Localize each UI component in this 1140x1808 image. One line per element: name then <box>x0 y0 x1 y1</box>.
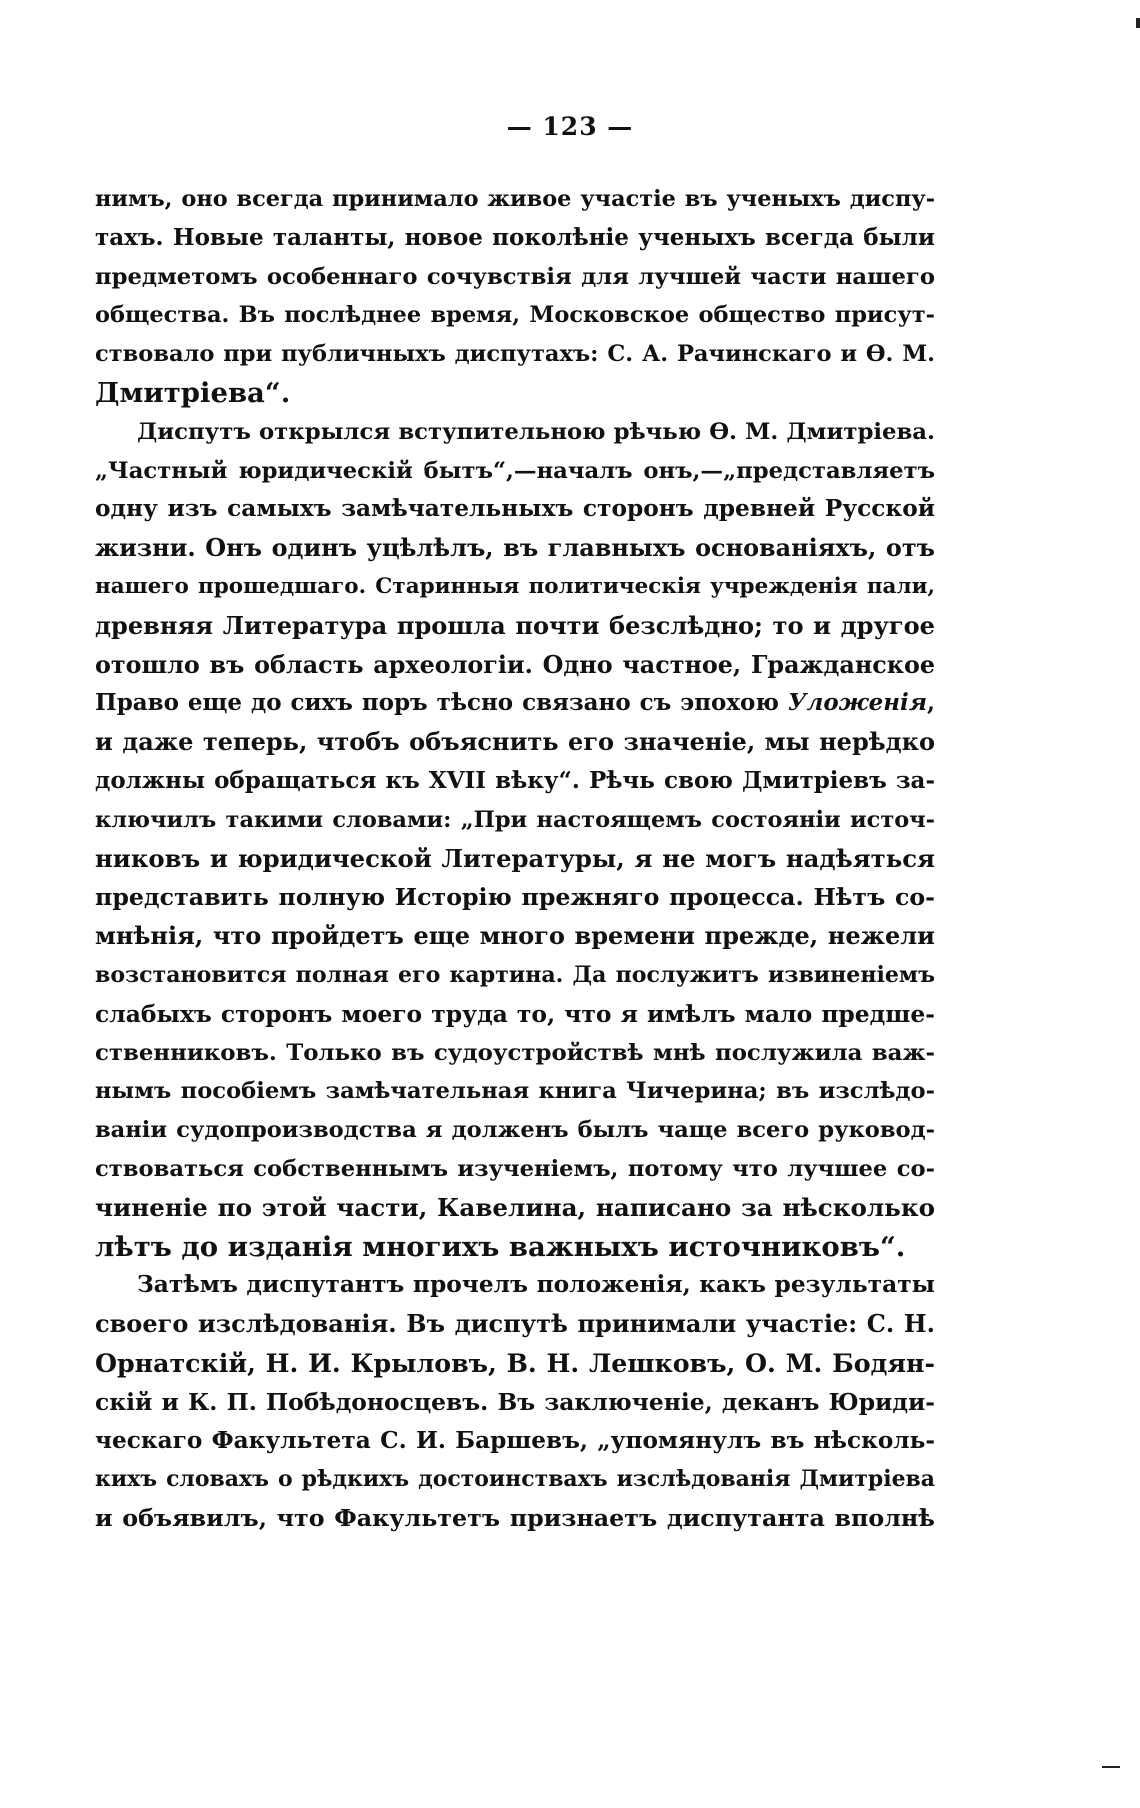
text-line: тахъ. Новые таланты, новое поколѣніе ученыхъ всегда были <box>95 223 935 251</box>
text-line: своего изслѣдованія. Въ диспутѣ принимали участіе: С. Н. <box>95 1309 935 1339</box>
text-line: никовъ и юридической Литературы, я не могъ надѣяться <box>95 843 935 873</box>
text-line: жизни. Онъ одинъ уцѣлѣлъ, въ главныхъ основаніяхъ, отъ <box>95 534 935 563</box>
text-line: Затѣмъ диспутантъ прочелъ положенія, какъ результаты <box>137 1271 935 1299</box>
margin-rule <box>1102 1766 1120 1768</box>
text-line: слабыхъ сторонъ моего труда то, что я имѣлъ мало предше- <box>95 999 935 1028</box>
text-line: Дмитріева“. <box>95 376 291 409</box>
text-line: одну изъ самыхъ замѣчательныхъ сторонъ древней Русской <box>95 495 935 523</box>
text-line: ческаго Факультета С. И. Баршевъ, „упомянулъ въ нѣсколь- <box>95 1426 935 1454</box>
text-line: ствовало при публичныхъ диспутахъ: С. А. Рачинскаго и Ѳ. М. <box>95 341 935 368</box>
text-line: возстановится полная его картина. Да послужитъ извиненіемъ <box>95 961 935 988</box>
text-line: и объявилъ, что Факультетъ признаетъ диспутанта вполнѣ <box>95 1504 935 1533</box>
text-line: общества. Въ послѣднее время, Московское общество присут- <box>95 302 935 329</box>
edge-mark <box>1136 18 1140 28</box>
italic-title: Уложенія <box>787 689 927 717</box>
text-line: кихъ словахъ о рѣдкихъ достоинствахъ изслѣдованія Дмитріева <box>95 1466 935 1493</box>
text-line: ваніи судопроизводства я долженъ былъ чаще всего руковод- <box>95 1117 935 1144</box>
text-line <box>95 684 935 723</box>
text-line: „Частный юридическій бытъ“,—началъ онъ,—„представляетъ <box>95 457 935 484</box>
text-segment: , <box>927 689 935 717</box>
text-line: должны обращаться къ XVII вѣку“. Рѣчь свою Дмитріевъ за- <box>95 766 935 794</box>
text-line: отошло въ область археологіи. Одно частное, Гражданское <box>95 650 935 679</box>
text-line: нимъ, оно всегда принимало живое участіе въ ученыхъ диспу- <box>95 186 935 212</box>
page-number: — 123 — <box>506 112 634 141</box>
text-line: мнѣнія, что пройдетъ еще много времени прежде, нежели <box>95 921 935 951</box>
body-text <box>95 180 935 1538</box>
text-line: предметомъ особеннаго сочувствія для лучшей части нашего <box>95 263 935 290</box>
text-line: представить полную Исторію прежняго процесса. Нѣтъ со- <box>95 883 935 912</box>
text-line: нымъ пособіемъ замѣчательная книга Чичерина; въ изслѣдо- <box>95 1078 935 1105</box>
text-segment: Право еще до сихъ поръ тѣсно связано съ эпохою <box>95 689 788 717</box>
text-line: скій и К. П. Побѣдоносцевъ. Въ заключеніе, деканъ Юриди- <box>95 1387 935 1416</box>
text-line: лѣтъ до изданія многихъ важныхъ источниковъ“. <box>95 1230 906 1263</box>
text-line: древняя Литература прошла почти безслѣдно; то и другое <box>95 610 935 640</box>
text-line: чиненіе по этой части, Кавелина, написано за нѣсколько <box>95 1192 935 1222</box>
text-line: ствоваться собственнымъ изученіемъ, потому что лучшее со- <box>95 1155 935 1182</box>
text-line: Диспутъ открылся вступительною рѣчью Ѳ. М. Дмитріева. <box>137 418 935 445</box>
text-line: Орнатскій, Н. И. Крыловъ, В. Н. Лешковъ, О. М. Бодян- <box>95 1347 935 1378</box>
text-line: ственниковъ. Только въ судоустройствѣ мнѣ послужила важ- <box>95 1039 935 1066</box>
text-line: ключилъ такими словами: „При настоящемъ состояніи источ- <box>95 806 935 833</box>
text-line: и даже теперь, чтобъ объяснить его значеніе, мы нерѣдко <box>95 727 935 757</box>
text-line: нашего прошедшаго. Старинныя политическія учрежденія пали, <box>95 573 935 599</box>
